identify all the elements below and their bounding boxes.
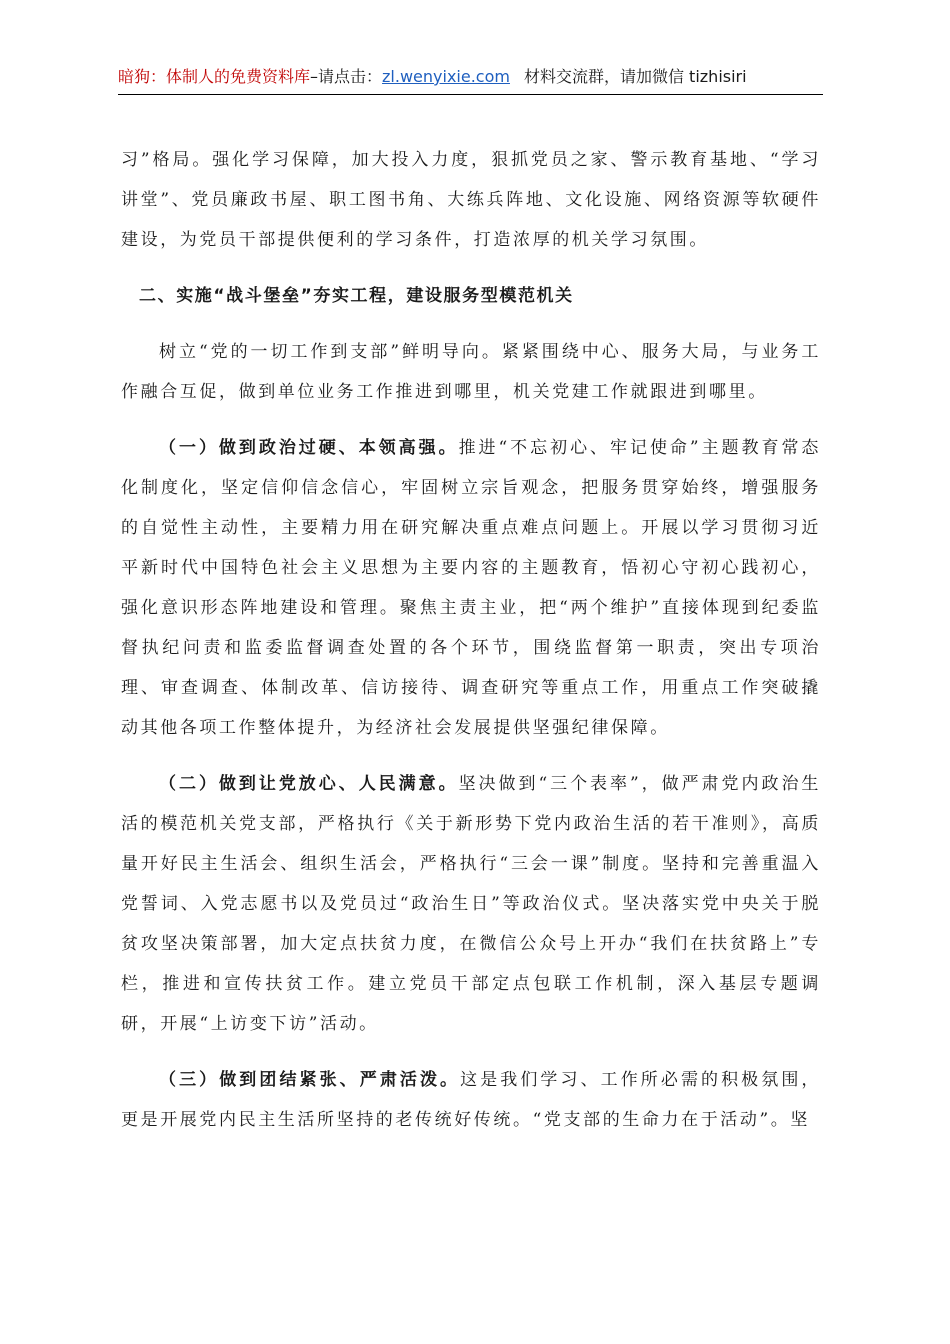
item-1-lead: （一）做到政治过硬、本领高强。 bbox=[159, 438, 459, 458]
item-3-text: 这是我们学习、工作所必需的积极氛围，更是开展党内民主生活所坚持的老传统好传统。“党支部的生命力在于活动”。坚 bbox=[121, 1070, 821, 1130]
item-2-lead: （二）做到让党放心、人民满意。 bbox=[159, 774, 459, 794]
click-prompt: –请点击： bbox=[310, 67, 383, 86]
item-2-paragraph bbox=[121, 764, 821, 1044]
document-body bbox=[121, 140, 821, 1140]
wechat-note: 材料交流群，请加微信 tizhisiri bbox=[523, 67, 747, 86]
item-3-lead: （三）做到团结紧张、严肃活泼。 bbox=[159, 1070, 461, 1090]
item-3-paragraph bbox=[121, 1060, 821, 1140]
item-1-text: 推进“不忘初心、牢记使命”主题教育常态化制度化，坚定信仰信念信心，牢固树立宗旨观念，把服务贯穿始终，增强服务的自觉性主动性，主要精力用在研究解决重点难点问题上。开展以学习贯彻习近平新时代中国特色社会主义思想为主要内容的主题教育，悟初心守初心践初心，强化意识形态阵地建设和管理。聚焦主责主业，把“两个维护”直接体现到纪委监督执纪问责和监委监督调查处置的各个环节，围绕监督第一职责，突出专项治理、审查调查、体制改革、信访接待、调查研究等重点工作，用重点工作突破撬动其他各项工作整体提升，为经济社会发展提供坚强纪律保障。 bbox=[121, 438, 822, 738]
site-link[interactable]: zl.wenyixie.com bbox=[382, 67, 510, 86]
item-1-paragraph bbox=[121, 428, 821, 748]
site-name: 暗狗：体制人的免费资料库 bbox=[118, 67, 311, 86]
item-2-text: 坚决做到“三个表率”，做严肃党内政治生活的模范机关党支部，严格执行《关于新形势下党内政治生活的若干准则》，高质量开好民主生活会、组织生活会，严格执行“三会一课”制度。坚持和完善重温入党誓词、入党志愿书以及党员过“政治生日”等政治仪式。坚决落实党中央关于脱贫攻坚决策部署，加大定点扶贫力度，在微信公众号上开办“我们在扶贫路上”专栏，推进和宣传扶贫工作。建立党员干部定点包联工作机制，深入基层专题调研，开展“上访变下访”活动。 bbox=[121, 774, 822, 1034]
section-heading: 二、实施“战斗堡垒”夯实工程，建设服务型模范机关 bbox=[139, 286, 574, 306]
section-intro-paragraph: 树立“党的一切工作到支部”鲜明导向。紧紧围绕中心、服务大局，与业务工作融合互促，做到单位业务工作推进到哪里，机关党建工作就跟进到哪里。 bbox=[121, 342, 821, 402]
page-header bbox=[118, 66, 823, 95]
intro-paragraph: 习”格局。强化学习保障，加大投入力度，狠抓党员之家、警示教育基地、“学习讲堂”、党员廉政书屋、职工图书角、大练兵阵地、文化设施、网络资源等软硬件建设，为党员干部提供便利的学习条件，打造浓厚的机关学习氛围。 bbox=[121, 150, 821, 250]
